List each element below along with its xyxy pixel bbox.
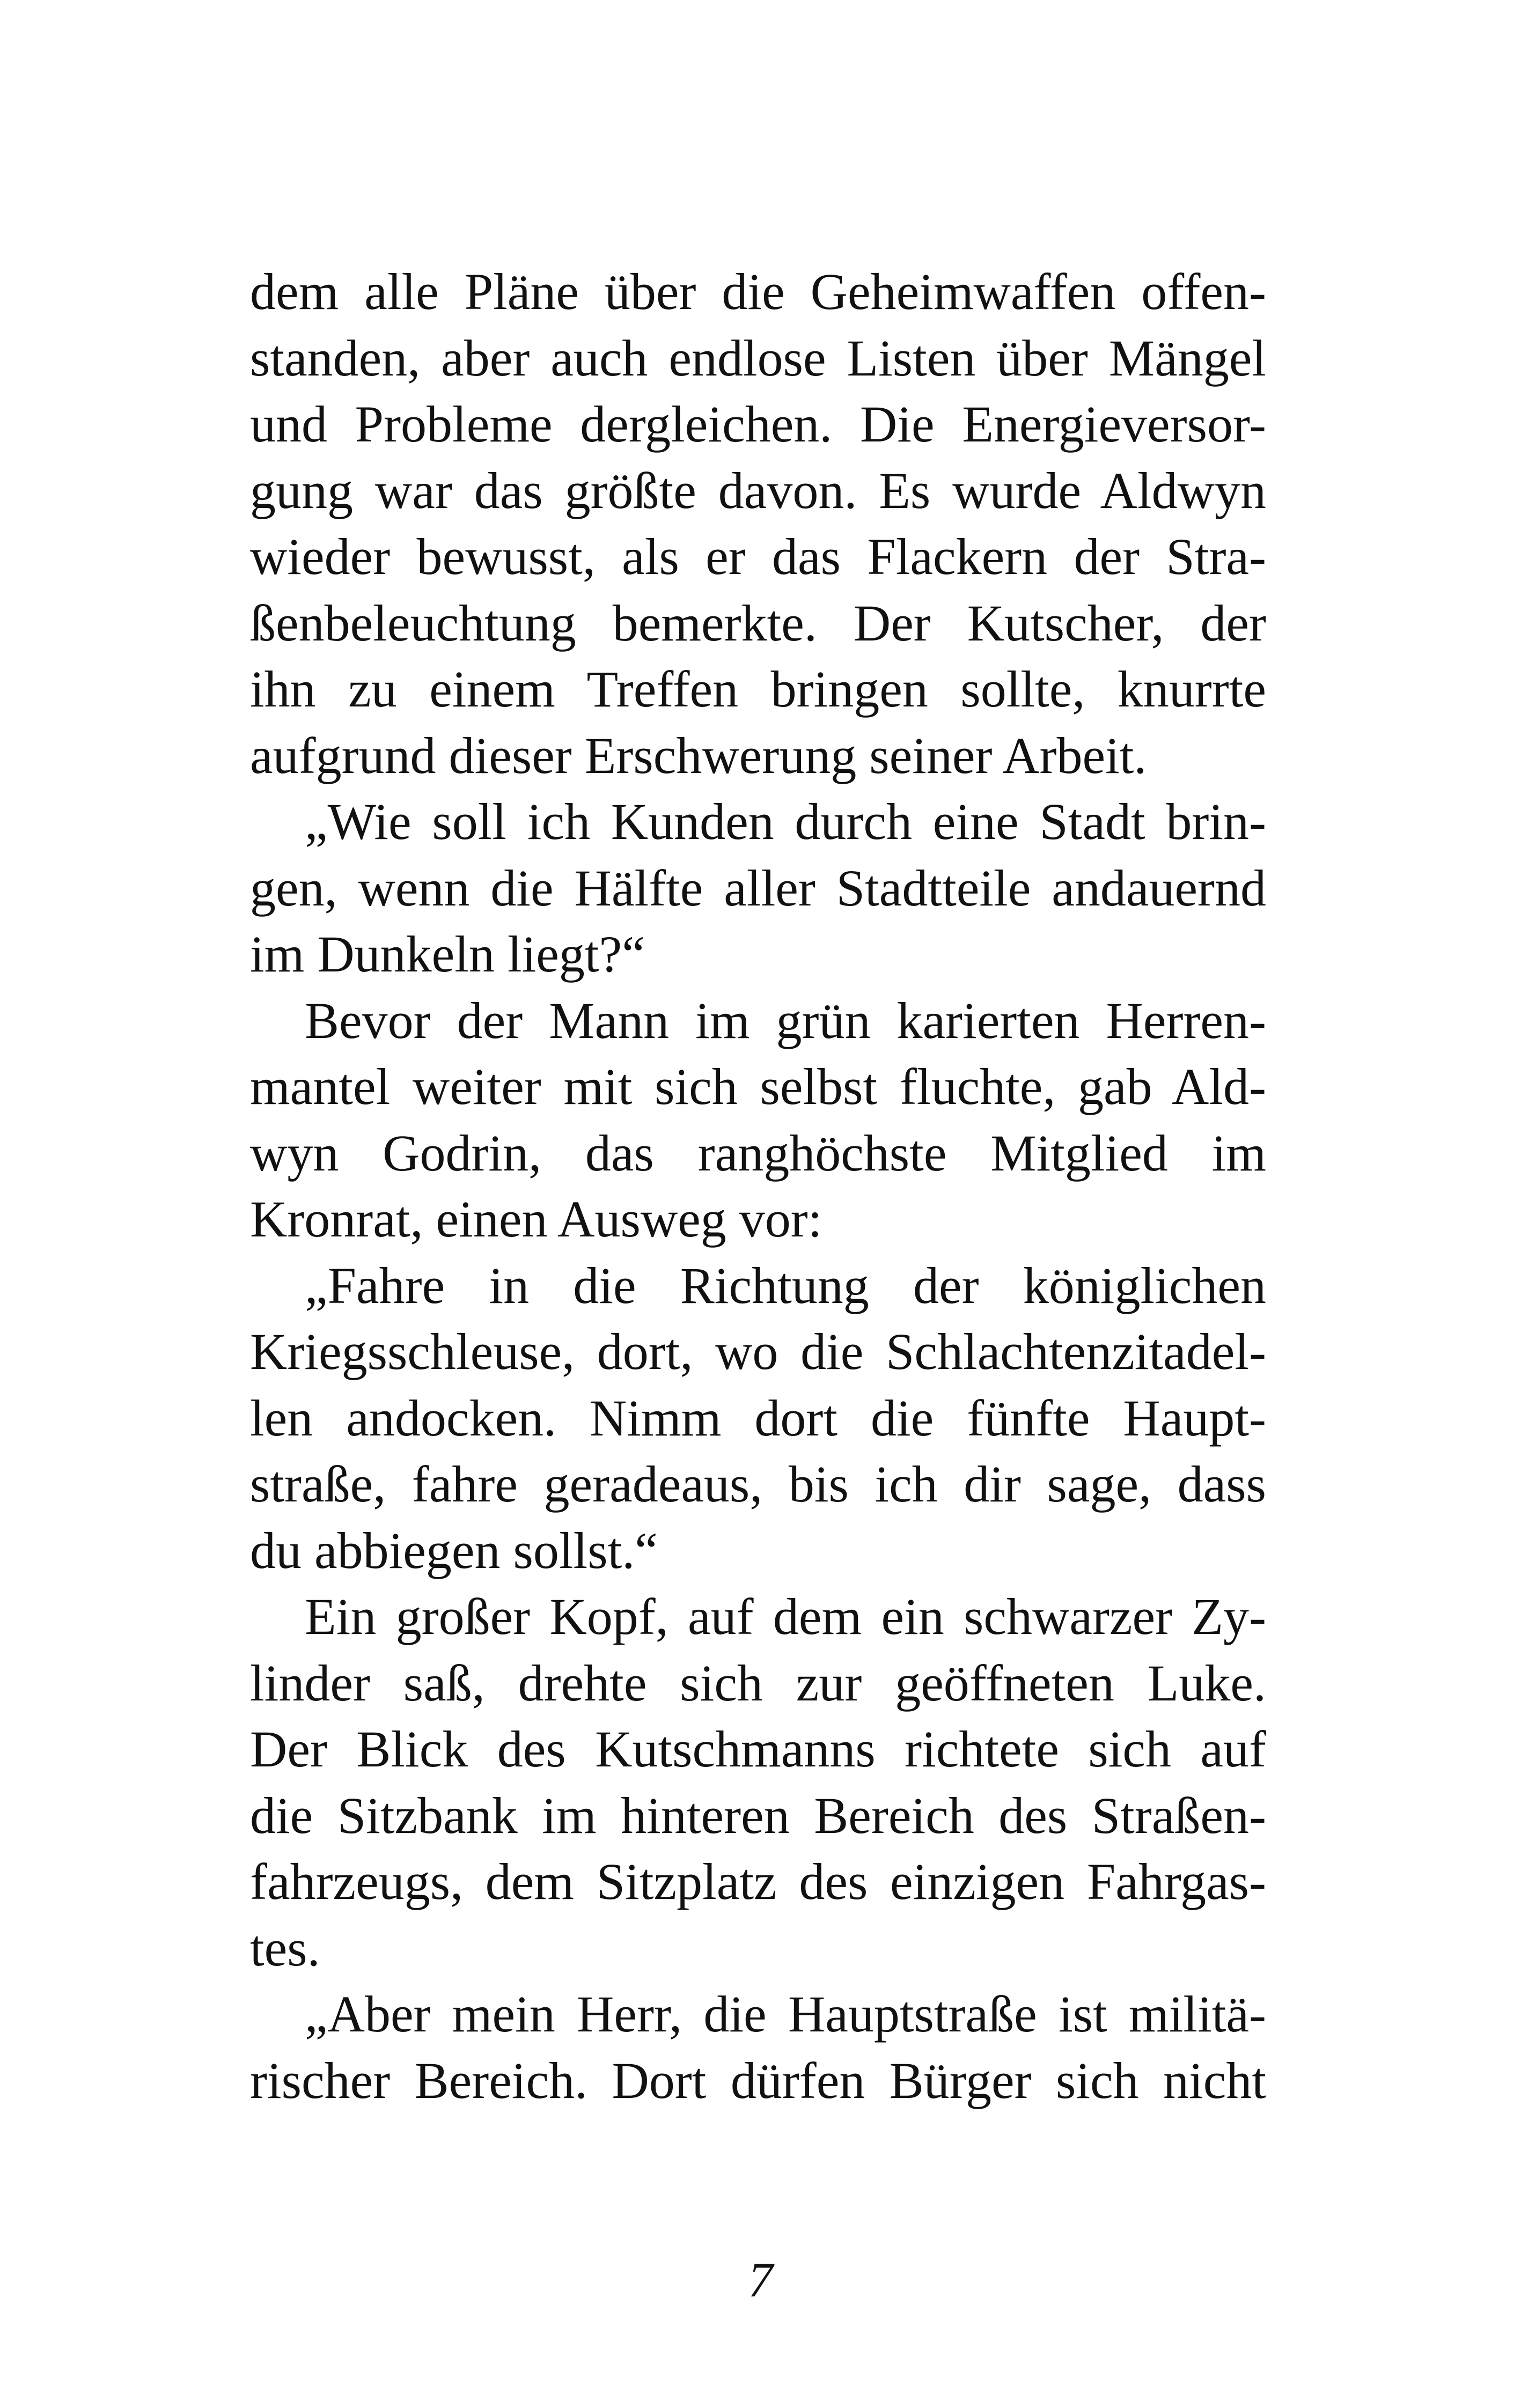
text-line: tes. — [250, 1919, 320, 1977]
text-line: len andocken. Nimm dort die fünfte Haupt- — [250, 1389, 1266, 1447]
text-line: standen, aber auch endlose Listen über Mängel — [250, 329, 1266, 387]
text-line: gen, wenn die Hälfte aller Stadtteile andauernd — [250, 859, 1266, 917]
text-line: mantel weiter mit sich selbst fluchte, gab Ald- — [250, 1058, 1266, 1115]
text-line: ßenbeleuchtung bemerkte. Der Kutscher, der — [250, 594, 1266, 652]
body-text — [250, 259, 1266, 2114]
text-line: Der Blick des Kutschmanns richtete sich auf — [250, 1720, 1266, 1778]
text-line: Kriegsschleuse, dort, wo die Schlachtenzitadel- — [250, 1323, 1266, 1380]
text-line: ihn zu einem Treffen bringen sollte, knurrte — [250, 660, 1266, 718]
text-line: Bevor der Mann im grün karierten Herren- — [305, 991, 1266, 1049]
text-line: Kronrat, einen Ausweg vor: — [250, 1190, 822, 1248]
text-line: dem alle Pläne über die Geheimwaffen offen- — [250, 263, 1266, 320]
text-line: fahrzeugs, dem Sitzplatz des einzigen Fahrgas- — [250, 1853, 1266, 1910]
text-line: gung war das größte davon. Es wurde Aldwyn — [250, 461, 1266, 519]
text-line: die Sitzbank im hinteren Bereich des Straßen- — [250, 1786, 1266, 1844]
text-line: wyn Godrin, das ranghöchste Mitglied im — [250, 1124, 1266, 1182]
text-line: im Dunkeln liegt?“ — [250, 925, 645, 983]
text-line: Ein großer Kopf, auf dem ein schwarzer Zy- — [305, 1588, 1266, 1645]
text-line: aufgrund dieser Erschwerung seiner Arbeit. — [250, 726, 1147, 784]
text-line: straße, fahre geradeaus, bis ich dir sage, dass — [250, 1455, 1266, 1513]
text-line: rischer Bereich. Dort dürfen Bürger sich nicht — [250, 2051, 1266, 2109]
text-line: und Probleme dergleichen. Die Energieversor- — [250, 395, 1266, 453]
text-line: wieder bewusst, als er das Flackern der Stra- — [250, 528, 1266, 585]
text-line: du abbiegen sollst.“ — [250, 1521, 658, 1579]
text-line: „Wie soll ich Kunden durch eine Stadt brin- — [305, 793, 1266, 850]
text-line: „Aber mein Herr, die Hauptstraße ist militä- — [305, 1985, 1266, 2043]
text-line: linder saß, drehte sich zur geöffneten Luke. — [250, 1654, 1266, 1712]
text-line: „Fahre in die Richtung der königlichen — [305, 1256, 1266, 1314]
page-number: 7 — [748, 2252, 773, 2307]
